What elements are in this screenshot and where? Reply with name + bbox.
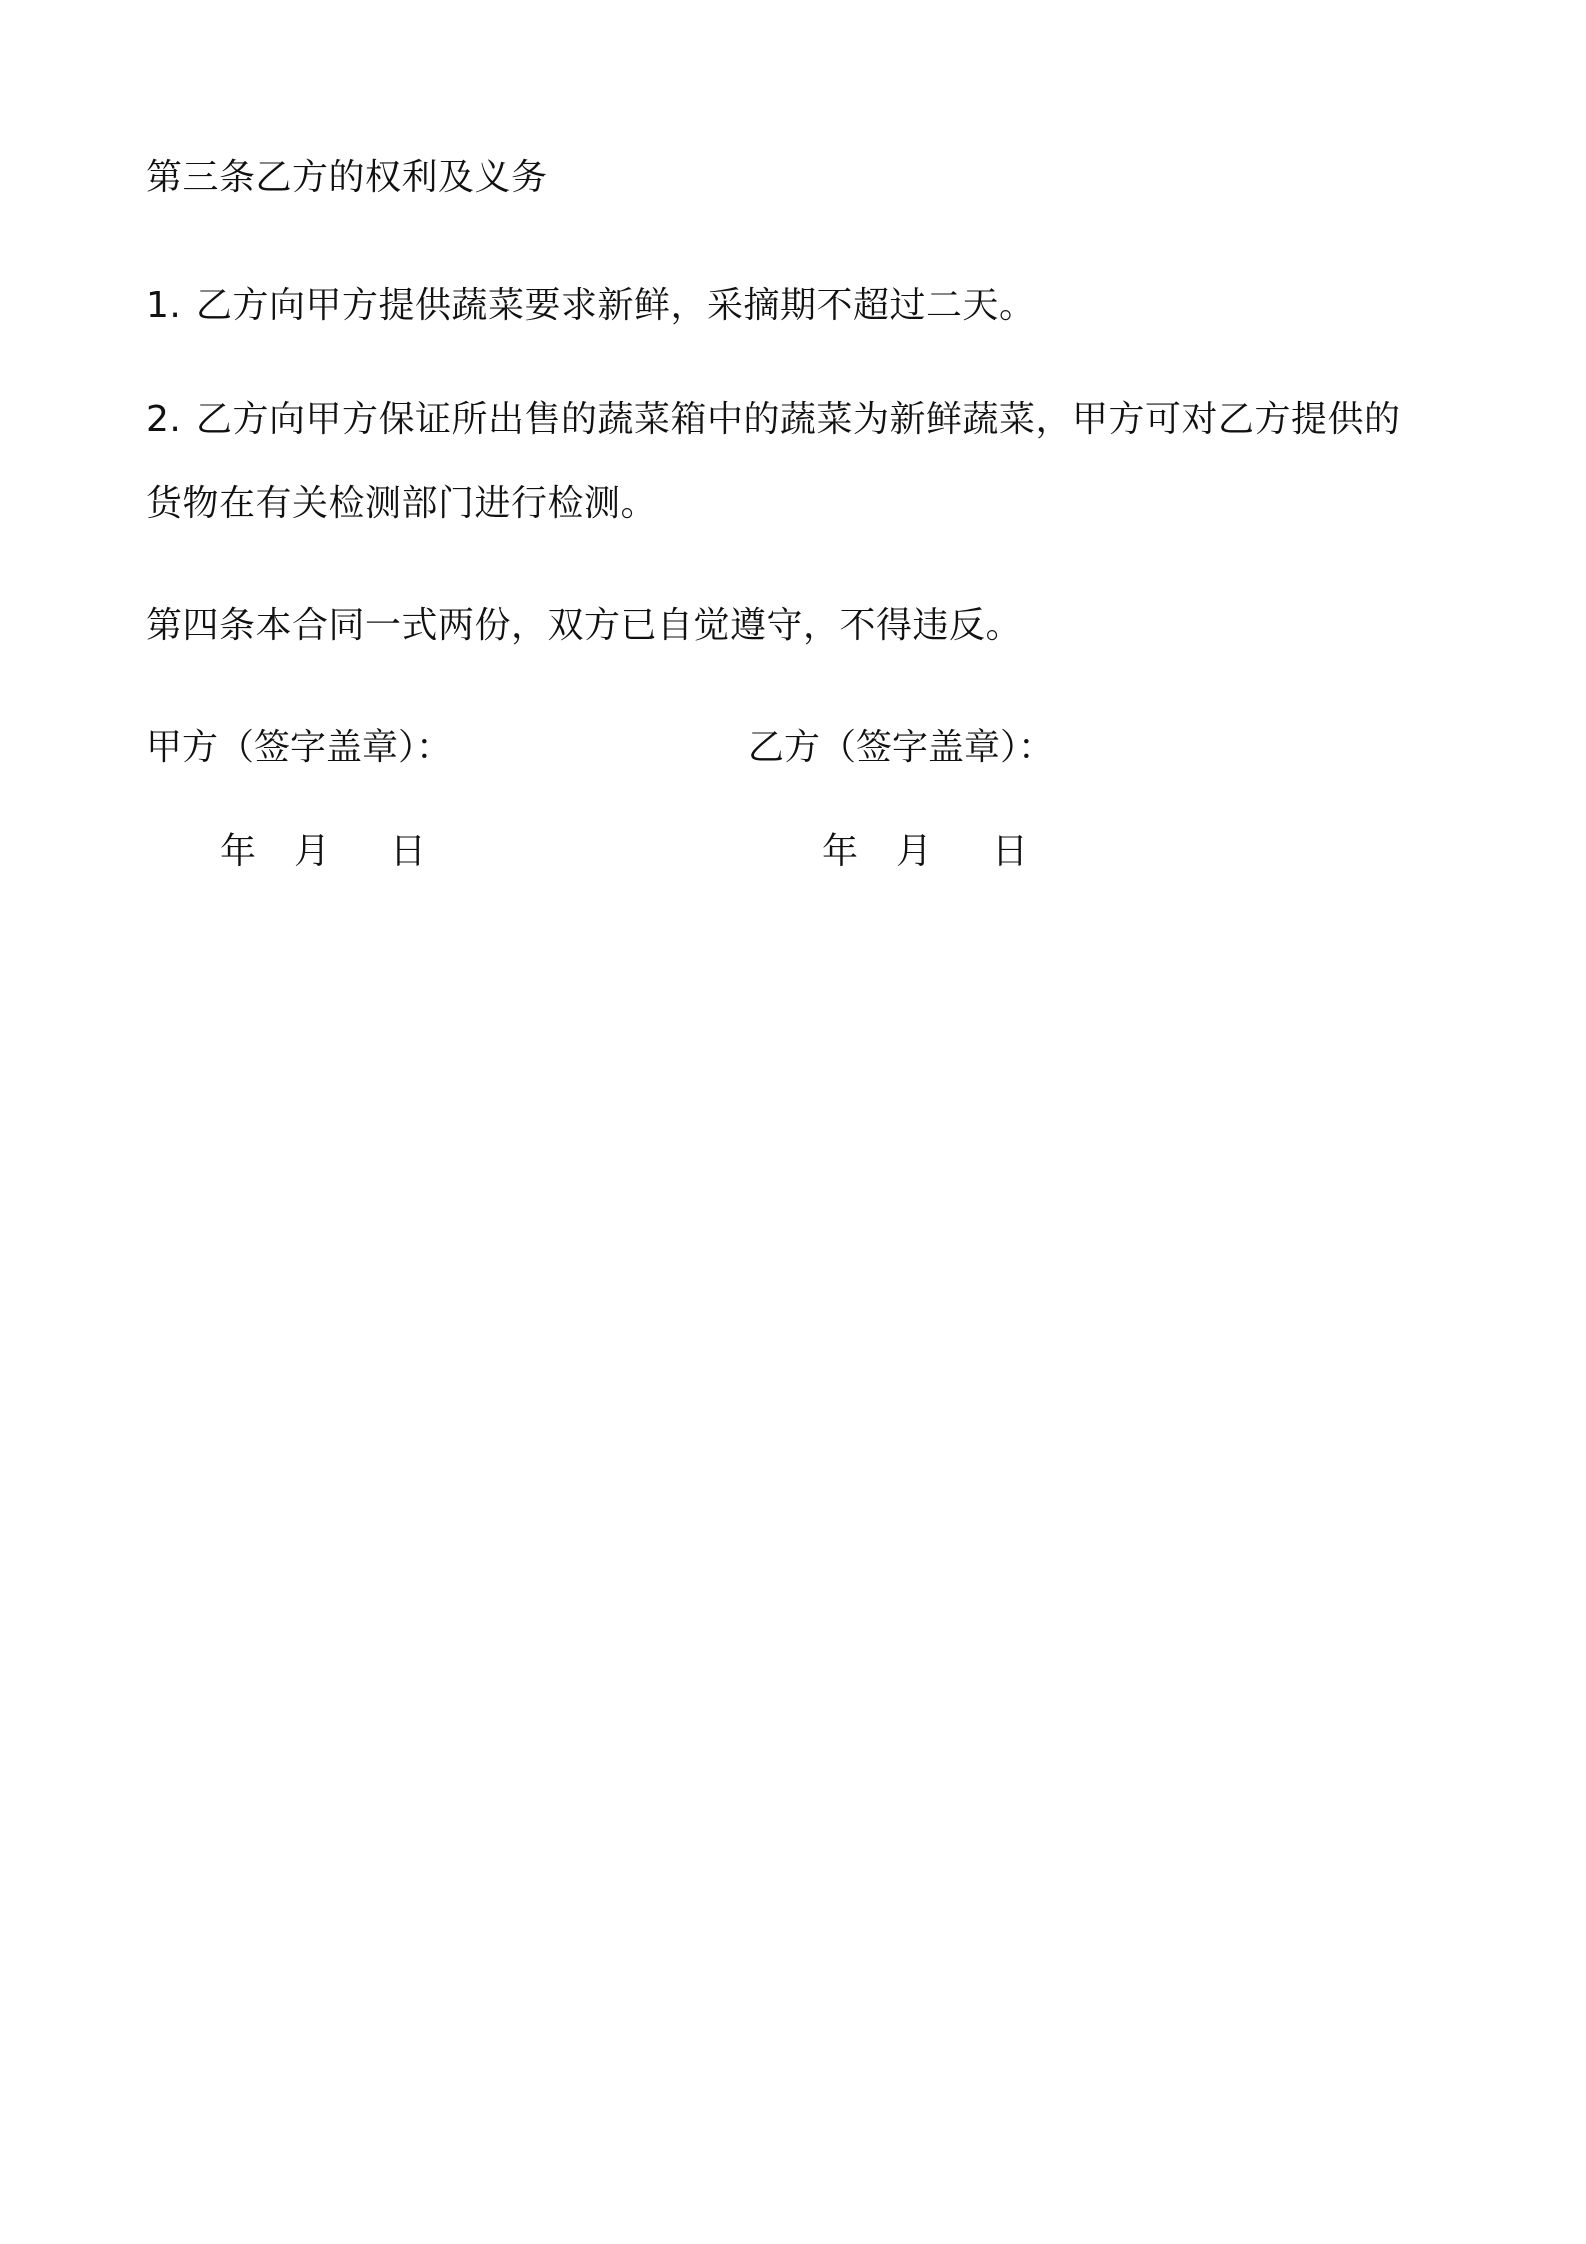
- article-3-item-1: [146, 284, 1036, 328]
- party-a-date: [220, 830, 460, 874]
- item-1-number: 1.: [146, 285, 182, 326]
- article-3-heading: 第三条乙方的权利及义务: [146, 157, 548, 198]
- article-3-item-2: [146, 398, 1401, 442]
- party-b-date: [822, 830, 1062, 874]
- article-4-text: 第四条本合同一式两份，双方已自觉遵守，不得违反。: [146, 605, 1023, 646]
- article-3-item-2-continued: 货物在有关检测部门进行检测。: [146, 483, 658, 524]
- party-b-signature-label: 乙方（签字盖章）：: [748, 727, 1055, 768]
- party-b-day: 日: [992, 831, 1029, 872]
- party-a-day: 日: [390, 831, 427, 872]
- party-b-year: 年: [822, 831, 859, 872]
- item-1-text: 乙方向甲方提供蔬菜要求新鲜，采摘期不超过二天。: [196, 285, 1036, 326]
- party-b-month: 月: [896, 831, 933, 872]
- party-a-year: 年: [220, 831, 257, 872]
- item-2-number: 2.: [146, 399, 182, 440]
- item-2-text-line-1: 乙方向甲方保证所出售的蔬菜箱中的蔬菜为新鲜蔬菜，甲方可对乙方提供的: [196, 399, 1401, 440]
- party-a-month: 月: [294, 831, 331, 872]
- party-a-signature-label: 甲方（签字盖章）：: [146, 727, 453, 768]
